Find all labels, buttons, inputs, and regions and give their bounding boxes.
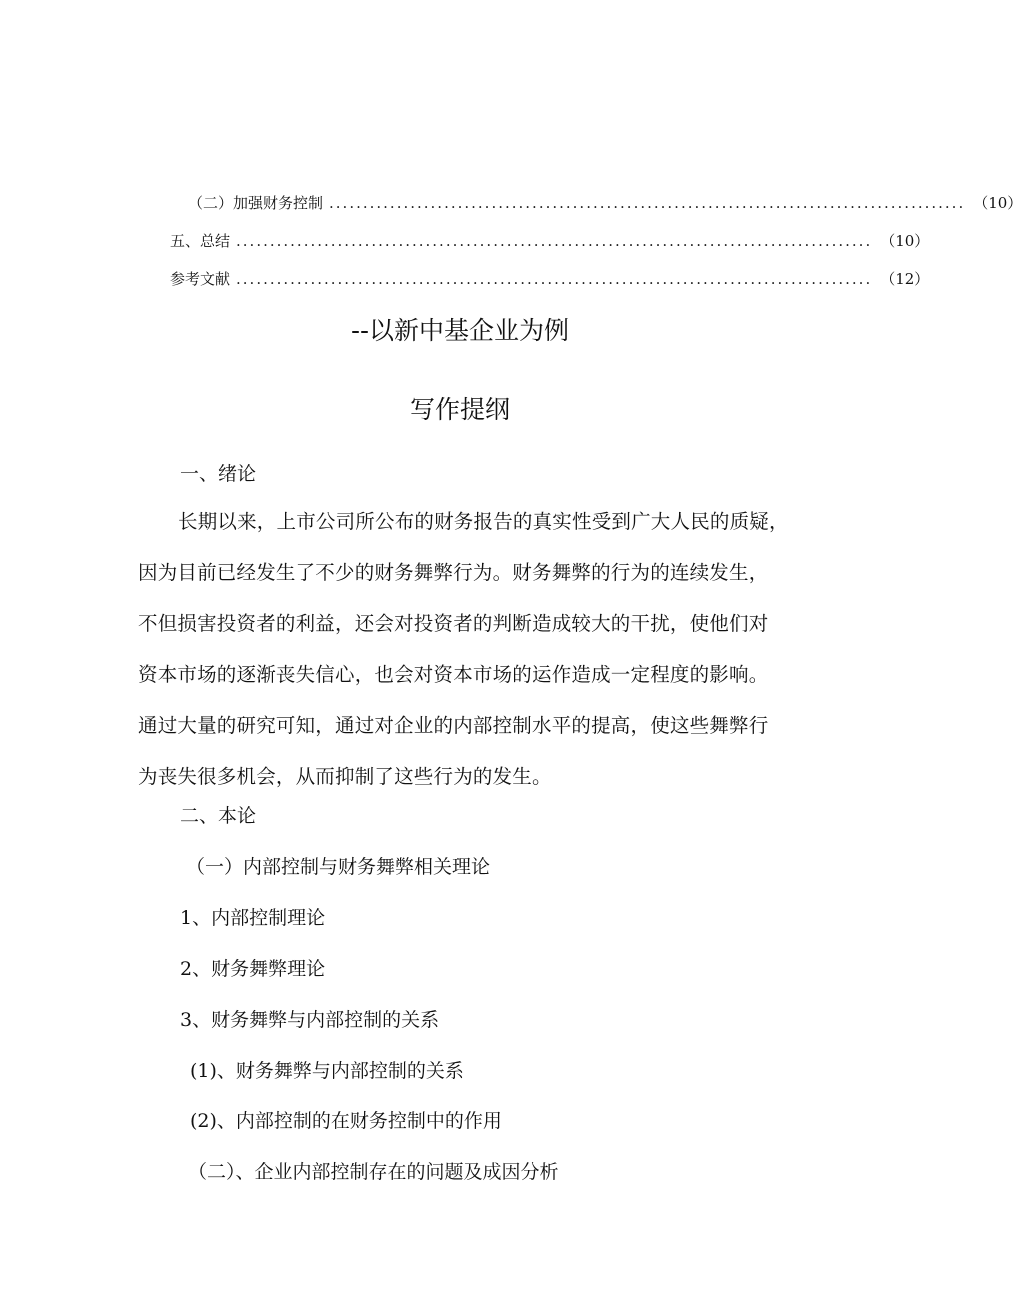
outline-item: (2)、内部控制的在财务控制中的作用 <box>190 1110 502 1132</box>
document-title: 写作提纲 <box>409 395 510 424</box>
toc-leader-dots: .............................................................................................. <box>236 232 873 250</box>
paragraph-line: 因为目前已经发生了不少的财务舞弊行为。财务舞弊的行为的连续发生， <box>138 561 769 584</box>
paragraph-line: 为丧失很多机会，从而抑制了这些行为的发生。 <box>138 765 552 788</box>
paragraph-line: 长期以来，上市公司所公布的财务报告的真实性受到广大人民的质疑， <box>178 510 789 533</box>
paragraph-line: 通过大量的研究可知，通过对企业的内部控制水平的提高，使这些舞弊行 <box>138 714 769 737</box>
toc-entry-label: （二）加强财务控制 <box>188 194 324 212</box>
toc-entry[interactable] <box>170 230 930 251</box>
outline-item: 2、财务舞弊理论 <box>180 958 326 980</box>
outline-item: 3、财务舞弊与内部控制的关系 <box>180 1009 440 1031</box>
outline-item: （一）内部控制与财务舞弊相关理论 <box>186 856 491 878</box>
toc-entry-page: （12） <box>880 270 930 288</box>
toc-leader-dots: .............................................................................................. <box>329 194 966 212</box>
toc-entry[interactable] <box>188 192 1022 213</box>
toc-entry-label: 五、总结 <box>170 232 231 250</box>
paragraph-line: 资本市场的逐渐丧失信心，也会对资本市场的运作造成一定程度的影响。 <box>138 663 769 686</box>
toc-entry-page: （10） <box>880 232 930 250</box>
section-heading-introduction: 一、绪论 <box>180 463 257 485</box>
section-heading-main-body: 二、本论 <box>180 805 257 827</box>
toc-entry[interactable] <box>170 268 930 289</box>
document-subtitle: --以新中基企业为例 <box>350 316 570 345</box>
toc-entry-label: 参考文献 <box>170 270 231 288</box>
outline-item: 1、内部控制理论 <box>180 907 326 929</box>
paragraph-line: 不但损害投资者的利益，还会对投资者的判断造成较大的干扰，使他们对 <box>138 612 769 635</box>
outline-item: （二）、企业内部控制存在的问题及成因分析 <box>188 1161 559 1183</box>
toc-entry-page: （10） <box>973 194 1022 212</box>
introduction-paragraph <box>138 506 788 812</box>
toc-leader-dots: .............................................................................................. <box>236 270 873 288</box>
outline-item: (1)、财务舞弊与内部控制的关系 <box>190 1060 464 1082</box>
